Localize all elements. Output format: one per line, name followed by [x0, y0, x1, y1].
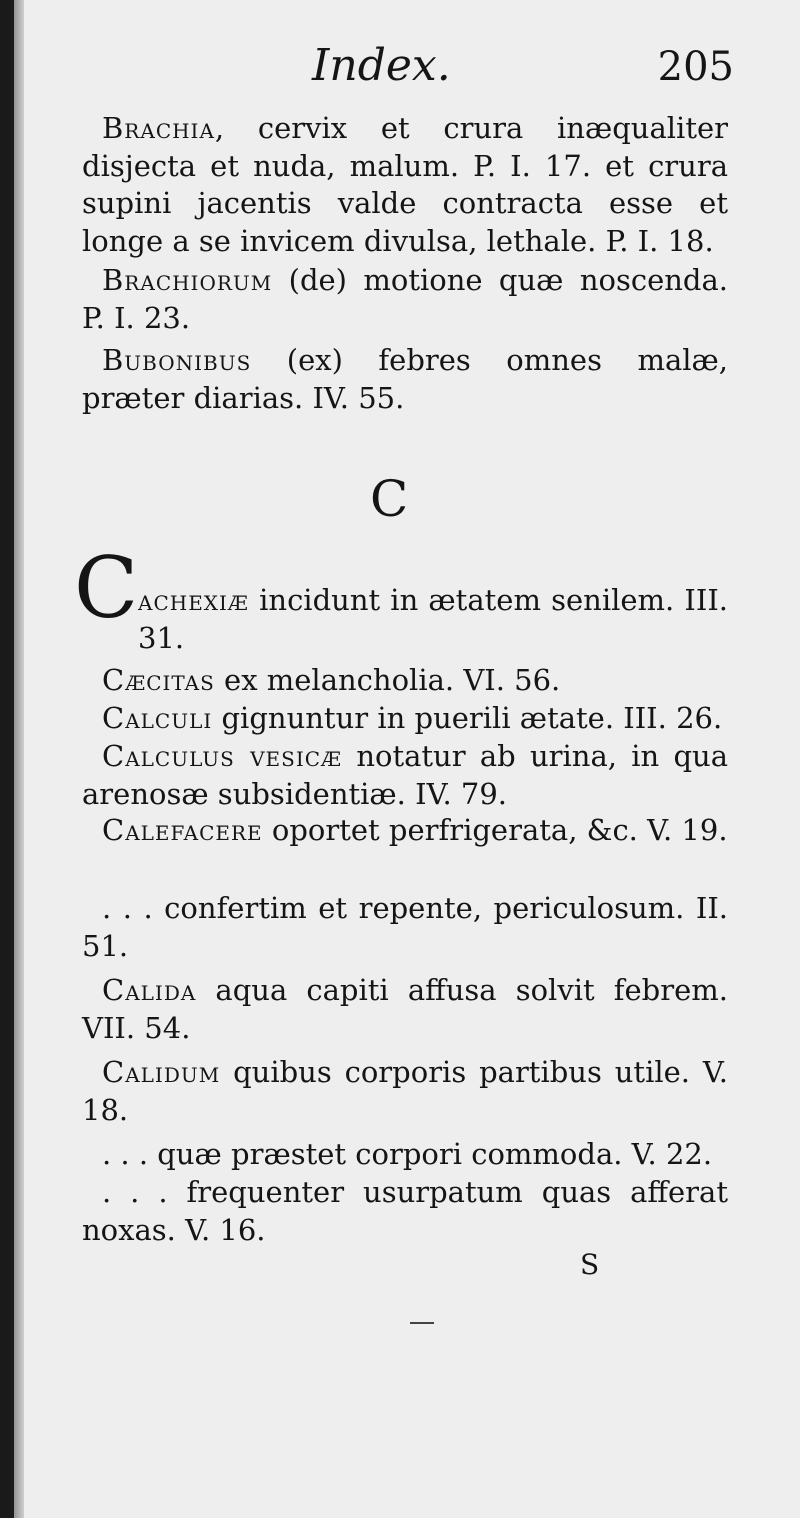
entry-head: Calefacere	[102, 813, 263, 847]
page-number: 205	[657, 44, 734, 90]
entry-text: gignuntur in puerili ætate. III. 26.	[212, 701, 723, 735]
index-entry	[82, 262, 728, 337]
entry-text: notatur ab urina, in qua arenosæ subsidentiæ. IV. 79.	[82, 739, 728, 811]
index-entry	[82, 1054, 728, 1129]
entry-head: Cæcitas	[102, 663, 215, 697]
entry-head: Calculus vesicæ	[102, 739, 343, 773]
entry-head: Bubonibus	[102, 343, 252, 377]
index-entry	[82, 738, 728, 813]
index-entry	[82, 890, 728, 965]
entry-text: incidunt in ætatem senilem. III. 31.	[138, 583, 728, 655]
drop-initial: C	[74, 539, 139, 637]
entry-head: Calida	[102, 973, 197, 1007]
index-entry	[82, 700, 728, 738]
entry-head: Calculi	[102, 701, 213, 735]
divider	[410, 1322, 434, 1324]
index-entry	[138, 582, 728, 657]
section-letter: C	[370, 470, 409, 528]
index-entry	[82, 1174, 728, 1249]
entry-text: . . . quæ præstet corpori commoda. V. 22.	[102, 1137, 713, 1171]
entry-text: (de) motione quæ noscenda. P. I. 23.	[82, 263, 728, 335]
entry-text: . . . confertim et repente, periculosum. II. 51.	[82, 891, 728, 963]
index-entry	[82, 662, 728, 700]
entry-head: achexiæ	[138, 583, 249, 617]
running-head: Index.	[312, 40, 451, 91]
entry-text: (ex) febres omnes malæ, præter diarias. IV. 55.	[82, 343, 728, 415]
entry-head: Calidum	[102, 1055, 221, 1089]
page-header	[80, 40, 734, 100]
entry-text: , cervix et crura inæqualiter disjecta et nuda, malum. P. I. 17. et crura supini jacentis valde contracta esse et longe a se invicem divulsa, lethale. P. I. 18.	[82, 111, 728, 258]
index-entry	[82, 812, 728, 850]
entry-text: . . . frequenter usurpatum quas afferat noxas. V. 16.	[82, 1175, 728, 1247]
index-entry	[82, 110, 728, 260]
entry-text: quibus corporis partibus utile. V. 18.	[82, 1055, 728, 1127]
entry-text: oportet perfrigerata, &c. V. 19.	[262, 813, 728, 847]
entry-text: ex melancholia. VI. 56.	[214, 663, 561, 697]
index-entry	[82, 1136, 728, 1174]
catchword: S	[580, 1248, 600, 1281]
entry-head: Brachia	[102, 111, 215, 145]
book-page	[14, 0, 800, 1518]
entry-text: aqua capiti affusa solvit febrem. VII. 54.	[82, 973, 728, 1045]
index-entry	[82, 342, 728, 417]
index-entry	[82, 972, 728, 1047]
entry-head: Brachiorum	[102, 263, 273, 297]
